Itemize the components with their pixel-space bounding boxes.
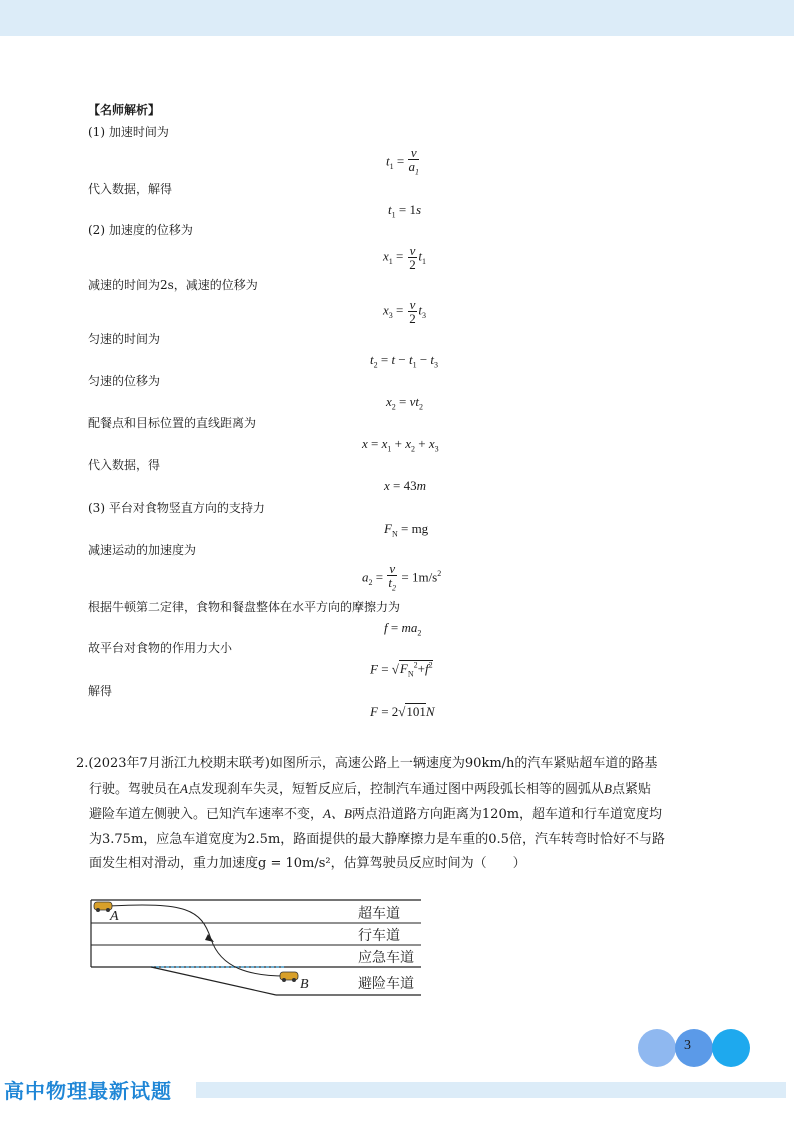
formula-x: $x = x_1 + x_2 + x_3$ (362, 436, 439, 454)
label-a: A (110, 909, 119, 924)
formula-x2: $x_2 = vt_2$ (386, 394, 424, 412)
formula-x1: $x_1$ = $\frac{v}{2}$ $t_1$ (383, 243, 427, 272)
formula-t1-value: $t_1 = 1s$ (388, 202, 422, 220)
lane-label: 行车道 (358, 928, 400, 944)
page-circle (675, 1029, 713, 1067)
analysis-text: 代入数据，解得 (88, 182, 173, 196)
question-line: 2.(2023年7月浙江九校期末联考)如图所示，高速公路上一辆速度为90km/h的汽车紧贴超车道的路基 (76, 756, 658, 771)
analysis-text: 匀速的时间为 (88, 332, 161, 346)
analysis-text: 匀速的位移为 (88, 374, 161, 388)
formula-fn: $F_N$ = mg (384, 521, 429, 539)
analysis-text: (2) 加速度的位移为 (88, 223, 193, 237)
formula-F-value: F = 2√101N (370, 704, 435, 719)
question-source: (2023年7月浙江九校期末联考) (88, 756, 270, 771)
page-circle (712, 1029, 750, 1067)
formula-x3: $x_3$ = $\frac{v}{2}$ $t_3$ (383, 297, 427, 326)
analysis-text: 代入数据，得 (88, 458, 161, 472)
question-line: 避险车道左侧驶入。已知汽车速率不变，A、B两点沿道路方向距离为120m，超车道和行车道宽度均 (89, 806, 663, 822)
formula-t2: $t_2 = t - t_1 - t_3$ (370, 352, 439, 370)
analysis-heading: 【名师解析】 (88, 103, 161, 117)
car-b-icon (280, 972, 298, 982)
lane-label: 避险车道 (358, 976, 414, 992)
header-band (0, 0, 794, 36)
formula-a2: $a_2$ = $\frac{v}{t_2}$ = $1m/s^2$ (362, 561, 442, 593)
analysis-text: 减速的时间为2s，减速的位移为 (88, 278, 258, 292)
page-number: 3 (684, 1038, 691, 1053)
analysis-text: 减速运动的加速度为 (88, 543, 197, 557)
analysis-text: 根据牛顿第二定律，食物和餐盘整体在水平方向的摩擦力为 (88, 600, 401, 614)
lane-label: 应急车道 (358, 950, 414, 966)
page-circle (638, 1029, 676, 1067)
analysis-text: 解得 (88, 684, 113, 698)
question-2 (76, 752, 736, 877)
formula-x-value: x = 43m (384, 478, 427, 493)
formula-F: $F = √F_N^2+f^2$ (370, 661, 433, 679)
footer-band (196, 1082, 786, 1098)
question-line: 面发生相对滑动，重力加速度g = 10m/s²，估算驾驶员反应时间为（ ） (89, 856, 526, 871)
label-b: B (300, 977, 309, 992)
analysis-text: (1) 加速时间为 (88, 125, 169, 139)
question-line: 行驶。驾驶员在A点发现刹车失灵，短暂反应后，控制汽车通过图中两段弧长相等的圆弧从B点紧贴 (89, 780, 651, 797)
formula-f: $f = ma_2$ (384, 620, 422, 638)
formula-t1: $t_1$ = $\frac{v}{a_1}$ (386, 145, 419, 177)
brand-logo: 高中物理最新试题 (4, 1079, 172, 1103)
analysis-text: 配餐点和目标位置的直线距离为 (88, 416, 257, 430)
question-number: 2. (76, 756, 89, 771)
question-line: 为3.75m，应急车道宽度为2.5m，路面提供的最大静摩擦力是车重的0.5倍，汽车转弯时恰好不与路 (89, 831, 665, 847)
lane-label: 超车道 (358, 906, 400, 922)
road-diagram (86, 894, 426, 1000)
analysis-text: (3) 平台对食物竖直方向的支持力 (88, 501, 265, 515)
analysis-text: 故平台对食物的作用力大小 (88, 641, 233, 655)
